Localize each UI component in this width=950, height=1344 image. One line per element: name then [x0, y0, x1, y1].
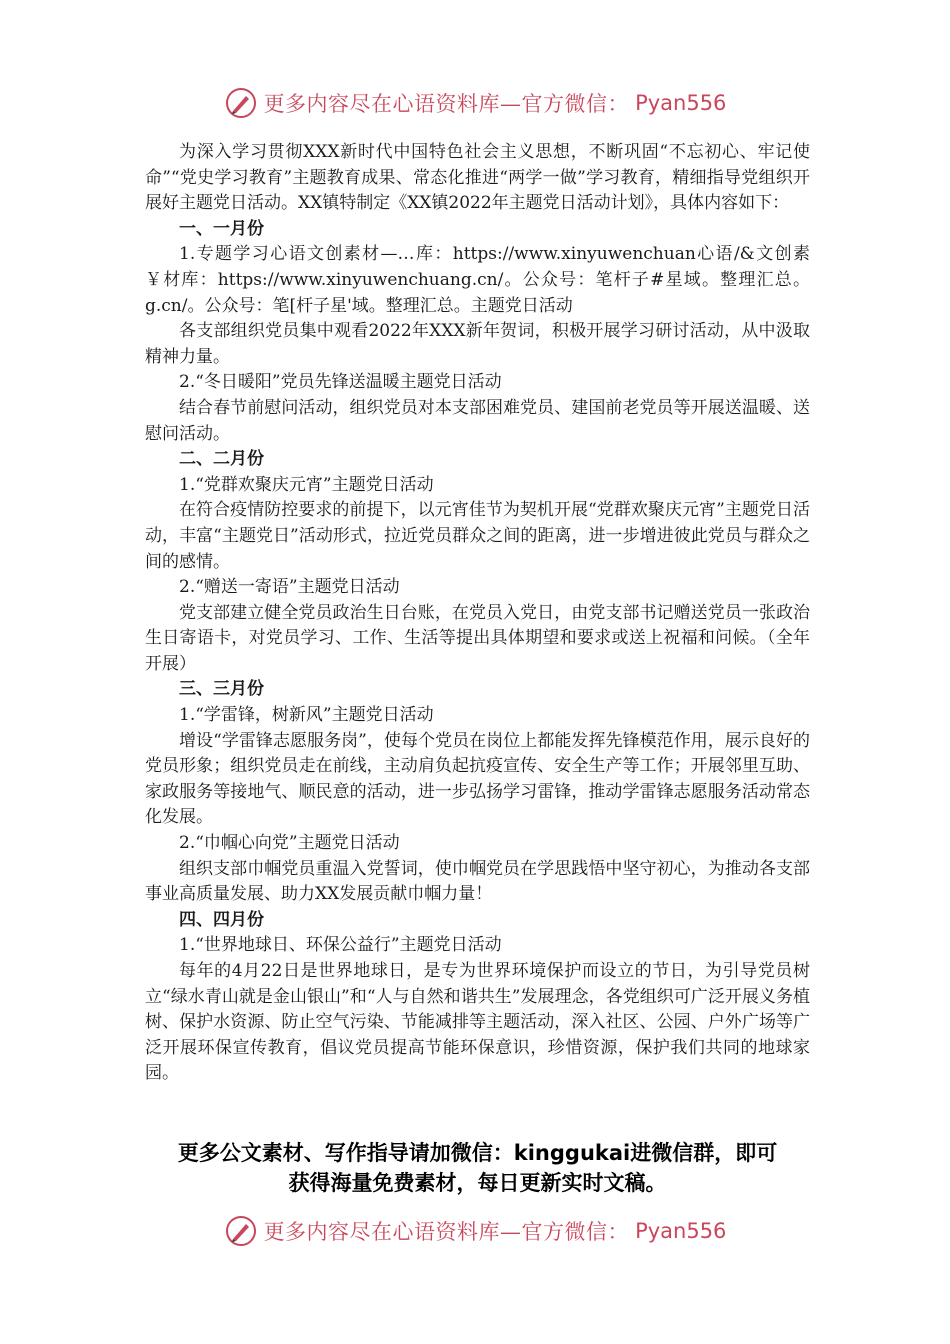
- paragraph: 组织支部巾帼党员重温入党誓词，使巾帼党员在学思践悟中坚守初心，为推动各支部事业高质量发展、助力XX发展贡献巾帼力量！: [145, 858, 810, 905]
- activity-title: 2.“赠送一寄语”主题党日活动: [179, 577, 400, 598]
- paragraph: 各支部组织党员集中观看2022年XXX新年贺词，积极开展学习研讨活动，从中汲取精神力量。: [145, 321, 810, 367]
- banner-text: 更多内容尽在心语资料库—官方微信：: [263, 1220, 630, 1244]
- promo-line-2: 获得海量免费素材，每日更新实时文稿。: [288, 1171, 667, 1195]
- paragraph: 1.专题学习心语文创素材—…库：https://www.xinyuwenchuan心语/&文创素￥材库：https://www.xinyuwenchuang.cn/。公众号：笔杆子#星域。整理汇总。g.cn/。公众号：笔[杆子星'域。整理汇总。主题党日活动: [145, 244, 810, 316]
- pen-logo-icon: [224, 1214, 258, 1248]
- section-heading: 二、二月份: [179, 449, 264, 470]
- paragraph: 党支部建立健全党员政治生日台账，在党员入党日，由党支部书记赠送党员一张政治生日寄语卡，对党员学习、工作、生活等提出具体期望和要求或送上祝福和问候。（全年开展）: [145, 602, 810, 674]
- banner-wechat-id: Pyan556: [635, 1219, 727, 1243]
- banner-text: 更多内容尽在心语资料库—官方微信：: [263, 92, 630, 116]
- footer-banner: [0, 1214, 950, 1248]
- paragraph: 增设“学雷锋志愿服务岗”，使每个党员在岗位上都能发挥先锋模范作用，展示良好的党员形象；组织党员走在前线，主动肩负起抗疫宣传、安全生产等工作；开展邻里互助、家政服务等接地气、顺民意的活动，进一步弘扬学习雷锋，推动学雷锋志愿服务活动常态化发展。: [145, 730, 810, 828]
- pen-logo-icon: [224, 86, 258, 120]
- paragraph: 结合春节前慰问活动，组织党员对本支部困难党员、建国前老党员等开展送温暖、送慰问活动。: [145, 397, 810, 444]
- activity-title: 2.“冬日暖阳”党员先锋送温暖主题党日活动: [179, 372, 502, 393]
- paragraph: 每年的4月22日是世界地球日，是专为世界环境保护而设立的节日，为引导党员树立“绿水青山就是金山银山”和“人与自然和谐共生”发展理念，各党组织可广泛开展义务植树、保护水资源、防止空气污染、节能减排等主题活动，深入社区、公园、户外广场等广泛开展环保宣传教育，倡议党员提高节能环保意识，珍惜资源，保护我们共同的地球家园。: [145, 961, 810, 1084]
- promo-text: [145, 1138, 810, 1198]
- document-body: [145, 140, 810, 1087]
- banner-wechat-id: Pyan556: [635, 91, 727, 115]
- paragraph: 在符合疫情防控要求的前提下，以元宵佳节为契机开展“党群欢聚庆元宵”主题党日活动，丰富“主题党日”活动形式，拉近党员群众之间的距离，进一步增进彼此党员与群众之间的感情。: [145, 500, 810, 572]
- promo-line-1: 更多公文素材、写作指导请加微信：kinggukai进微信群，即可: [177, 1141, 778, 1165]
- section-heading: 一、一月份: [179, 218, 264, 239]
- section-heading: 三、三月份: [179, 679, 264, 700]
- activity-title: 1.“党群欢聚庆元宵”主题党日活动: [179, 474, 434, 495]
- activity-title: 1.“世界地球日、环保公益行”主题党日活动: [179, 935, 502, 956]
- activity-title: 1.“学雷锋，树新风”主题党日活动: [179, 705, 434, 726]
- paragraph: 为深入学习贯彻XXX新时代中国特色社会主义思想，不断巩固“不忘初心、牢记使命”“党史学习教育”主题教育成果、常态化推进“两学一做”学习教育，精细指导党组织开展好主题党日活动。XX镇特制定《XX镇2022年主题党日活动计划》，具体内容如下：: [145, 142, 810, 214]
- header-banner: [0, 86, 950, 120]
- activity-title: 2.“巾帼心向党”主题党日活动: [179, 833, 400, 854]
- section-heading: 四、四月份: [179, 909, 264, 930]
